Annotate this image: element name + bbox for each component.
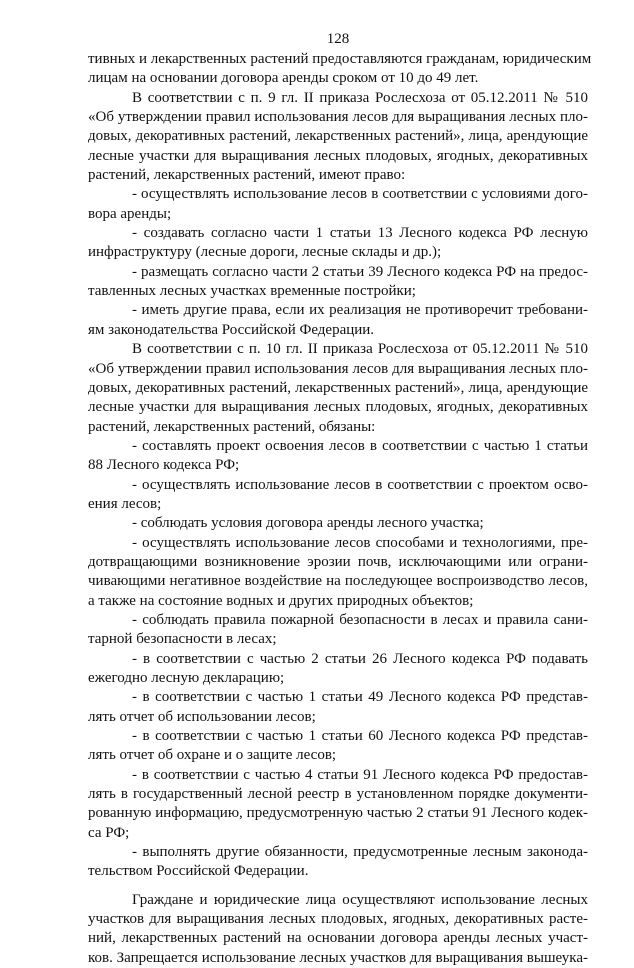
text-line: лесные участки для выращивания лесных плодовых, ягодных, декоративных xyxy=(88,399,588,416)
text-line: тавленных лесных участках временные постройки; xyxy=(88,283,416,300)
text-line: тарной безопасности в лесах; xyxy=(88,631,277,648)
text-line: лицам на основании договора аренды сроком от 10 до 49 лет. xyxy=(88,70,479,87)
text-line: ков. Запрещается использование лесных участков для выращивания вышеука- xyxy=(88,949,588,966)
text-line: лять отчет об использовании лесов; xyxy=(88,708,316,725)
text-line: растений, лекарственных растений, обязаны: xyxy=(88,418,376,435)
text-line: - иметь другие права, если их реализация не противоречит требовани- xyxy=(132,302,588,319)
text-line: - осуществлять использование лесов в соответствии с условиями дого- xyxy=(132,186,588,203)
text-line: ям законодательства Российской Федерации. xyxy=(88,321,375,338)
text-line: лять в государственный лесной реестр в установленном порядке документи- xyxy=(88,786,588,803)
paragraph-gap xyxy=(88,882,588,891)
text-line: ения лесов; xyxy=(88,495,162,512)
text-line: - создавать согласно части 1 статьи 13 Лесного кодекса РФ лесную xyxy=(132,225,588,242)
text-line: В соответствии с п. 9 гл. II приказа Рослесхоза от 05.12.2011 № 510 xyxy=(132,89,588,106)
text-line: вора аренды; xyxy=(88,205,172,222)
text-line: тивных и лекарственных растений предоставляются гражданам, юридическим xyxy=(88,51,592,67)
text-line: - в соответствии с частью 2 статьи 26 Лесного кодекса РФ подавать xyxy=(132,650,588,667)
text-line: дотвращающими возникновение эрозии почв, исключающими или ограни- xyxy=(88,553,588,570)
page-number: 128 xyxy=(326,31,350,47)
text-line: рованную информацию, предусмотренную частью 2 статьи 91 Лесного кодек- xyxy=(88,805,588,822)
text-line: довых, декоративных растений, лекарственных растений», лица, арендующие xyxy=(88,379,588,396)
document-page xyxy=(88,30,592,968)
text-line: инфраструктуру (лесные дороги, лесные склады и др.); xyxy=(88,244,442,261)
text-line: лесные участки для выращивания лесных плодовых, ягодных, декоративных xyxy=(88,147,588,164)
text-line: лять отчет об охране и о защите лесов; xyxy=(88,747,337,764)
text-line: «Об утверждении правил использования лесов для выращивания лесных пло- xyxy=(88,109,588,126)
text-line: «Об утверждении правил использования лесов для выращивания лесных пло- xyxy=(88,360,588,377)
text-line: - в соответствии с частью 4 статьи 91 Лесного кодекса РФ предостав- xyxy=(132,766,588,783)
text-line: са РФ; xyxy=(88,824,130,841)
text-line: - в соответствии с частью 1 статьи 60 Лесного кодекса РФ представ- xyxy=(132,728,588,745)
text-line: растений, лекарственных растений, имеют право: xyxy=(88,167,406,184)
text-line: - составлять проект освоения лесов в соответствии с частью 1 статьи xyxy=(132,437,588,454)
text-line: участков для выращивания лесных плодовых, ягодных, декоративных расте- xyxy=(88,911,588,928)
text-line: - выполнять другие обязанности, предусмотренные лесным законода- xyxy=(132,844,588,861)
text-line: чивающими негативное воздействие на последующее воспроизводство лесов, xyxy=(88,573,588,590)
text-line: - соблюдать условия договора аренды лесного участка; xyxy=(132,515,484,532)
text-line: тельством Российской Федерации. xyxy=(88,863,309,880)
text-line: - соблюдать правила пожарной безопасности в лесах и правила сани- xyxy=(132,611,588,628)
text-line: ежегодно лесную декларацию; xyxy=(88,670,285,686)
text-line: - в соответствии с частью 1 статьи 49 Лесного кодекса РФ представ- xyxy=(132,689,588,706)
text-line: - размещать согласно части 2 статьи 39 Лесного кодекса РФ на предос- xyxy=(132,263,588,280)
text-line: 88 Лесного кодекса РФ; xyxy=(88,457,240,474)
body-text xyxy=(88,50,592,968)
text-line: - осуществлять использование лесов способами и технологиями, пре- xyxy=(132,534,588,551)
text-line: ний, лекарственных растений на основании договора аренды лесных участ- xyxy=(88,930,588,947)
text-line: Граждане и юридические лица осуществляют использование лесных xyxy=(132,891,588,908)
text-line: довых, декоративных растений, лекарственных растений», лица, арендующие xyxy=(88,128,588,145)
text-line: а также на состояние водных и других природных объектов; xyxy=(88,592,474,609)
text-line: - осуществлять использование лесов в соответствии с проектом осво- xyxy=(132,476,588,493)
text-line: В соответствии с п. 10 гл. II приказа Рослесхоза от 05.12.2011 № 510 xyxy=(132,341,588,358)
